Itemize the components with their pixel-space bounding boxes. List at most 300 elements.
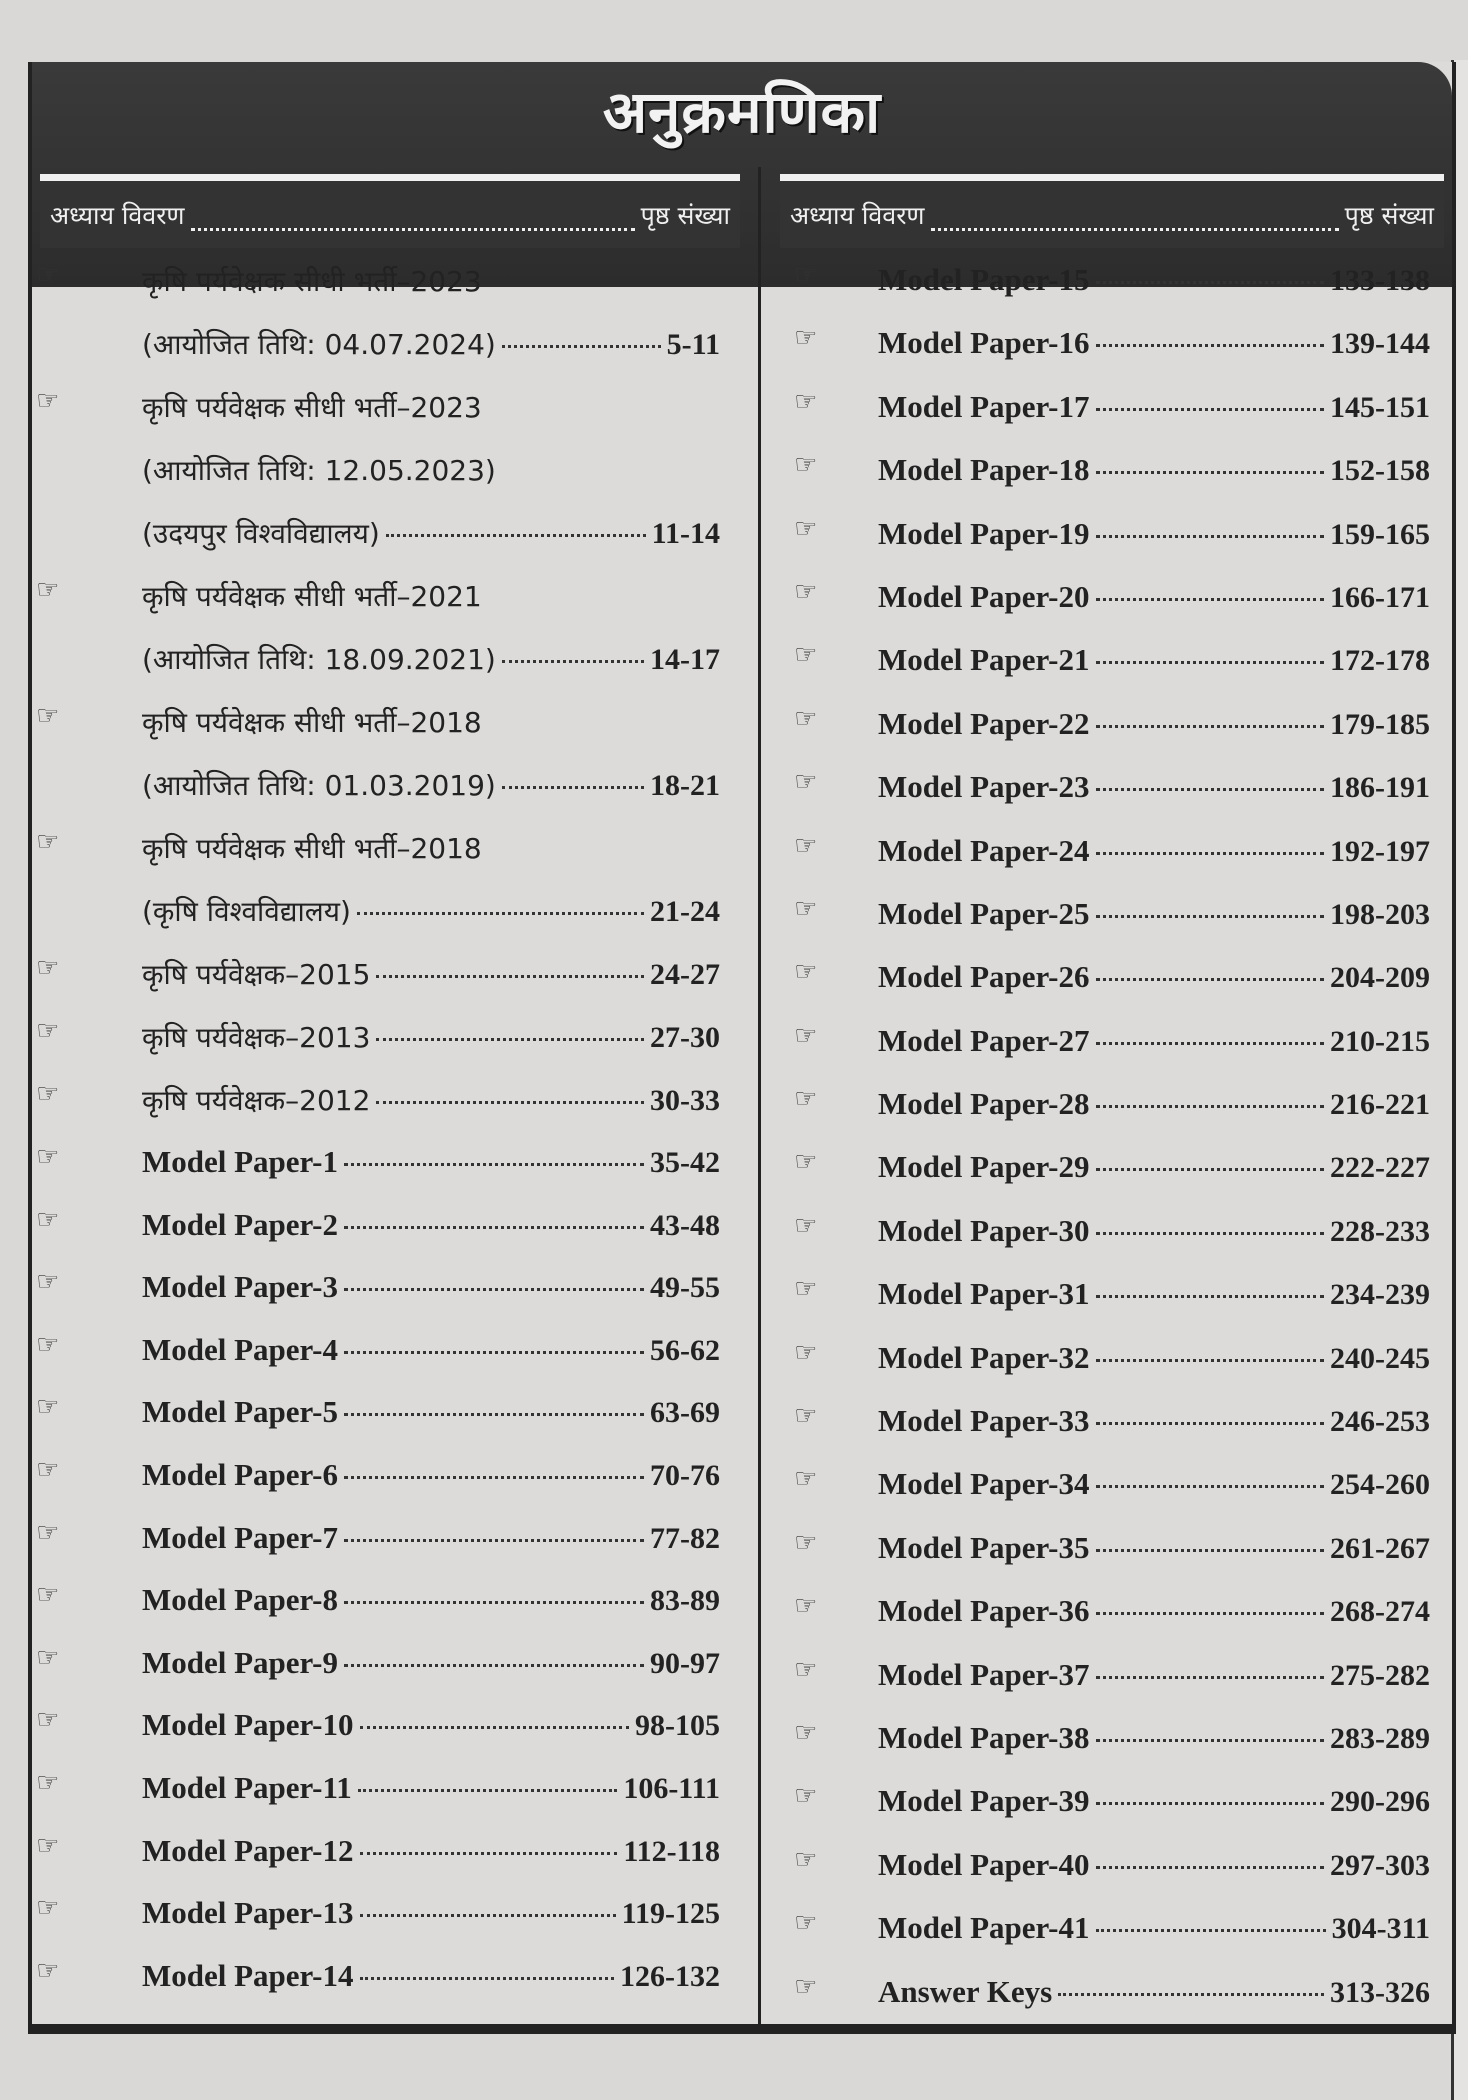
entry-line	[834, 1974, 1442, 2037]
toc-entry[interactable]	[772, 1783, 1442, 1846]
dot-leader	[1096, 1359, 1325, 1362]
toc-entry[interactable]	[772, 830, 1442, 896]
entry-title: कृषि पर्यवेक्षक सीधी भर्ती–2018	[142, 832, 482, 865]
pointing-hand-icon: ☞	[36, 386, 60, 416]
entry-line	[96, 703, 732, 766]
header-leader	[191, 210, 635, 231]
pointing-hand-icon: ☞	[794, 1084, 818, 1115]
dot-leader	[344, 1163, 644, 1166]
dot-leader	[360, 1914, 616, 1917]
toc-entry[interactable]	[772, 1910, 1442, 1973]
dot-leader	[376, 1038, 644, 1041]
toc-entry[interactable]	[32, 262, 732, 388]
toc-entry[interactable]	[772, 1593, 1442, 1656]
entry-title: Model Paper-20	[878, 578, 1090, 614]
entry-line	[96, 514, 732, 577]
dot-leader	[1096, 1105, 1325, 1108]
entry-lines	[834, 1593, 1442, 1656]
page-range: 27-30	[650, 1021, 720, 1054]
entry-title: Model Paper-17	[878, 388, 1090, 424]
entry-title: कृषि पर्यवेक्षक सीधी भर्ती–2023	[142, 265, 482, 298]
toc-entry[interactable]	[32, 829, 732, 955]
toc-entry[interactable]	[772, 959, 1442, 1022]
dot-leader	[1096, 1739, 1325, 1742]
page-range: 133-138	[1330, 264, 1430, 297]
pointing-hand-icon: ☞	[794, 1654, 818, 1685]
toc-entry[interactable]	[772, 386, 1442, 452]
entry-line	[834, 1593, 1442, 1656]
entry-title: (कृषि विश्वविद्यालय)	[142, 895, 351, 928]
entry-lines	[834, 1023, 1442, 1086]
page-range: 145-151	[1330, 390, 1430, 424]
pointing-hand-icon: ☞	[794, 386, 818, 417]
pointing-hand-icon: ☞	[36, 827, 60, 857]
page-range: 21-24	[650, 895, 720, 928]
entry-line	[96, 955, 732, 1018]
dot-leader	[344, 1288, 644, 1291]
page-range: 275-282	[1330, 1658, 1430, 1692]
pointing-hand-icon: ☞	[36, 1204, 60, 1235]
pointing-hand-icon: ☞	[794, 1781, 818, 1812]
toc-entry[interactable]	[32, 1830, 732, 1896]
pointing-hand-icon: ☞	[36, 701, 60, 731]
entry-lines	[96, 955, 732, 1018]
pointing-hand-icon: ☞	[794, 1147, 818, 1178]
dot-leader	[360, 1726, 630, 1729]
dot-leader	[357, 912, 644, 915]
pointing-hand-icon: ☞	[794, 323, 818, 354]
toc-entry[interactable]	[772, 642, 1442, 705]
entry-line	[834, 959, 1442, 1022]
dot-leader	[1096, 788, 1325, 791]
entry-title: (आयोजित तिथि: 12.05.2023)	[142, 454, 496, 487]
page-range: 204-209	[1330, 961, 1430, 995]
toc-entry[interactable]	[772, 1403, 1442, 1466]
page-range: 90-97	[650, 1646, 720, 1680]
toc-entry[interactable]	[772, 893, 1442, 959]
pointing-hand-icon: ☞	[794, 260, 818, 290]
toc-entry[interactable]	[772, 1020, 1442, 1086]
entry-line	[96, 1645, 732, 1708]
entry-title: Model Paper-28	[878, 1086, 1090, 1122]
entry-title: Model Paper-12	[142, 1832, 354, 1868]
pointing-hand-icon: ☞	[36, 1580, 60, 1611]
dot-leader	[1096, 1485, 1325, 1488]
entry-title: Model Paper-32	[878, 1339, 1090, 1375]
entry-title: Model Paper-29	[878, 1149, 1090, 1185]
dot-leader	[344, 1226, 644, 1229]
entry-line	[96, 1081, 732, 1144]
entry-lines	[96, 1394, 732, 1457]
pointing-hand-icon: ☞	[794, 703, 818, 734]
page-range: 198-203	[1330, 897, 1430, 931]
dot-leader	[1096, 1929, 1326, 1932]
entry-lines	[96, 1833, 732, 1896]
entry-line	[834, 1910, 1442, 1973]
entry-lines	[834, 1086, 1442, 1149]
toc-entry[interactable]	[772, 1210, 1442, 1276]
entry-lines	[834, 1910, 1442, 1973]
entry-lines	[834, 959, 1442, 1022]
page-range: 83-89	[650, 1584, 720, 1618]
entry-title: Model Paper-38	[878, 1719, 1090, 1755]
toc-entry[interactable]	[32, 388, 732, 577]
entry-title: Model Paper-8	[142, 1582, 338, 1618]
entry-line	[96, 388, 732, 451]
page-range: 11-14	[651, 517, 720, 550]
entry-lines	[834, 706, 1442, 769]
entry-line	[96, 766, 732, 829]
page-range: 268-274	[1330, 1595, 1430, 1629]
toc-entry[interactable]	[32, 1955, 732, 2021]
pointing-hand-icon: ☞	[794, 893, 818, 924]
entry-line	[834, 769, 1442, 832]
entry-line	[834, 1783, 1442, 1846]
toc-entry[interactable]	[772, 1086, 1442, 1149]
entry-lines	[834, 1720, 1442, 1783]
toc-entry[interactable]	[772, 1466, 1442, 1529]
entry-line	[96, 1144, 732, 1207]
toc-entry[interactable]	[32, 1767, 732, 1833]
toc-entry[interactable]	[32, 1454, 732, 1520]
header-leader	[931, 210, 1339, 231]
pointing-hand-icon: ☞	[36, 1767, 60, 1798]
pointing-hand-icon: ☞	[794, 576, 818, 607]
page-range: 126-132	[620, 1959, 720, 1993]
pointing-hand-icon: ☞	[36, 260, 60, 290]
entry-title: Model Paper-21	[878, 642, 1090, 678]
entry-line	[96, 829, 732, 892]
toc-entry[interactable]	[772, 576, 1442, 642]
page-range: 246-253	[1330, 1405, 1430, 1439]
page-range: 77-82	[650, 1521, 720, 1555]
toc-entry[interactable]	[32, 1394, 732, 1457]
pointing-hand-icon: ☞	[36, 1454, 60, 1485]
toc-entry[interactable]	[32, 1144, 732, 1207]
toc-entry[interactable]	[772, 1844, 1442, 1910]
pointing-hand-icon: ☞	[36, 1329, 60, 1360]
entry-title: Answer Keys	[878, 1973, 1053, 2009]
entry-line	[96, 640, 732, 703]
entry-title: Model Paper-9	[142, 1644, 338, 1680]
entry-line	[834, 1657, 1442, 1720]
toc-entry[interactable]	[32, 1329, 732, 1395]
entry-title: (आयोजित तिथि: 04.07.2024)	[142, 328, 496, 361]
entry-title: Model Paper-35	[878, 1529, 1090, 1565]
page-range: 98-105	[635, 1709, 720, 1743]
entry-title: Model Paper-39	[878, 1783, 1090, 1819]
entry-title: Model Paper-23	[878, 769, 1090, 805]
toc-entry[interactable]	[32, 1707, 732, 1770]
entry-lines	[834, 1847, 1442, 1910]
entry-title: Model Paper-31	[878, 1276, 1090, 1312]
entry-title: Model Paper-3	[142, 1269, 338, 1305]
dot-leader	[344, 1664, 644, 1667]
entry-line	[834, 1023, 1442, 1086]
toc-entry[interactable]	[772, 1654, 1442, 1720]
page-range: 254-260	[1330, 1468, 1430, 1502]
entry-line	[834, 833, 1442, 896]
pointing-hand-icon: ☞	[794, 1274, 818, 1305]
page-range: 210-215	[1330, 1024, 1430, 1058]
page-range: 139-144	[1330, 327, 1430, 361]
entry-lines	[834, 1530, 1442, 1593]
entry-line	[96, 1895, 732, 1958]
dot-leader	[1096, 1295, 1325, 1298]
pointing-hand-icon: ☞	[794, 1908, 818, 1939]
entry-line	[96, 1457, 732, 1520]
pointing-hand-icon: ☞	[36, 1079, 60, 1109]
entry-lines	[834, 325, 1442, 388]
page-range: 261-267	[1330, 1531, 1430, 1565]
entry-title: Model Paper-30	[878, 1212, 1090, 1248]
pointing-hand-icon: ☞	[36, 1517, 60, 1548]
toc-entry[interactable]	[32, 1081, 732, 1144]
entry-title: Model Paper-16	[878, 325, 1090, 361]
toc-entry[interactable]	[32, 1018, 732, 1081]
toc-entry[interactable]	[772, 1337, 1442, 1403]
toc-entry[interactable]	[772, 452, 1442, 515]
pointing-hand-icon: ☞	[36, 1016, 60, 1046]
entry-lines	[96, 1144, 732, 1207]
toc-entry[interactable]	[772, 1971, 1442, 2037]
dot-leader	[1096, 1549, 1325, 1552]
entry-lines	[96, 1081, 732, 1144]
entry-title: Model Paper-5	[142, 1394, 338, 1430]
entry-title: Model Paper-33	[878, 1403, 1090, 1439]
entry-lines	[834, 1213, 1442, 1276]
dot-leader	[1058, 1993, 1324, 1996]
entry-title: Model Paper-4	[142, 1331, 338, 1367]
page-range: 228-233	[1330, 1214, 1430, 1248]
page-range: 119-125	[621, 1897, 720, 1931]
entry-line	[96, 1520, 732, 1583]
page-range: 297-303	[1330, 1848, 1430, 1882]
toc-entry[interactable]	[32, 1642, 732, 1708]
dot-leader	[1096, 1422, 1325, 1425]
toc-entry[interactable]	[772, 262, 1442, 325]
dot-leader	[1096, 281, 1325, 284]
page-range: 192-197	[1330, 834, 1430, 868]
entry-title: कृषि पर्यवेक्षक–2012	[142, 1084, 371, 1117]
page-number-label: पृष्ठ संख्या	[640, 200, 730, 230]
dot-leader	[376, 1101, 644, 1104]
entry-line	[834, 1720, 1442, 1783]
toc-entry[interactable]	[32, 1895, 732, 1958]
toc-entry[interactable]	[772, 1149, 1442, 1212]
toc-entry[interactable]	[32, 703, 732, 829]
entry-lines	[96, 1332, 732, 1395]
entry-title: कृषि पर्यवेक्षक सीधी भर्ती–2023	[142, 391, 482, 424]
dot-leader	[386, 534, 646, 537]
entry-lines	[834, 262, 1442, 325]
dot-leader	[1096, 1866, 1325, 1869]
toc-entry[interactable]	[32, 1269, 732, 1332]
dot-leader	[1096, 1612, 1325, 1615]
entry-lines	[834, 1340, 1442, 1403]
entry-lines	[834, 769, 1442, 832]
entry-lines	[96, 1895, 732, 1958]
dot-leader	[344, 1351, 644, 1354]
entry-lines	[834, 1466, 1442, 1529]
pointing-hand-icon: ☞	[794, 1527, 818, 1558]
entry-title: (उदयपुर विश्वविद्यालय)	[142, 517, 380, 550]
entry-title: Model Paper-6	[142, 1456, 338, 1492]
page-title: अनुक्रमणिका	[602, 78, 882, 146]
pointing-hand-icon: ☞	[794, 1844, 818, 1875]
entry-title: Model Paper-2	[142, 1206, 338, 1242]
entry-lines	[834, 1783, 1442, 1846]
page-range: 14-17	[650, 643, 720, 676]
entry-lines	[834, 642, 1442, 705]
right-column	[772, 260, 1442, 2009]
toc-entry[interactable]	[772, 1527, 1442, 1593]
page-range: 18-21	[650, 769, 720, 802]
entry-line	[834, 642, 1442, 705]
entry-line	[834, 1403, 1442, 1466]
entry-line	[834, 706, 1442, 769]
dot-leader	[502, 786, 644, 789]
entry-line	[96, 1958, 732, 2021]
column-divider	[758, 167, 761, 2024]
page-range: 5-11	[666, 328, 720, 361]
pointing-hand-icon: ☞	[794, 513, 818, 544]
page-number-label: पृष्ठ संख्या	[1344, 200, 1434, 230]
entry-title: Model Paper-37	[878, 1656, 1090, 1692]
page-range: 216-221	[1330, 1088, 1430, 1122]
pointing-hand-icon: ☞	[794, 1020, 818, 1051]
dot-leader	[344, 1413, 644, 1416]
toc-entry[interactable]	[772, 769, 1442, 832]
entry-lines	[96, 1269, 732, 1332]
dot-leader	[1096, 1232, 1325, 1235]
entry-line	[96, 1582, 732, 1645]
entry-title: कृषि पर्यवेक्षक–2015	[142, 958, 371, 991]
pointing-hand-icon: ☞	[36, 1830, 60, 1861]
entry-line	[834, 389, 1442, 452]
entry-line	[834, 1847, 1442, 1910]
entry-line	[834, 896, 1442, 959]
page-range: 152-158	[1330, 454, 1430, 488]
toc-entry[interactable]	[772, 513, 1442, 579]
entry-title: Model Paper-36	[878, 1593, 1090, 1629]
page-range: 106-111	[623, 1771, 720, 1805]
dot-leader	[1096, 1168, 1325, 1171]
toc-entry[interactable]	[772, 1276, 1442, 1339]
entry-line	[96, 1770, 732, 1833]
entry-line	[834, 1276, 1442, 1339]
entry-title: कृषि पर्यवेक्षक सीधी भर्ती–2018	[142, 706, 482, 739]
page-range: 313-326	[1330, 1975, 1430, 2009]
entry-title: Model Paper-41	[878, 1910, 1090, 1946]
entry-lines	[96, 1520, 732, 1583]
pointing-hand-icon: ☞	[794, 450, 818, 481]
entry-lines	[96, 577, 732, 703]
toc-entry[interactable]	[32, 1517, 732, 1583]
dot-leader	[1096, 1802, 1325, 1805]
entry-line	[96, 1332, 732, 1395]
pointing-hand-icon: ☞	[36, 1893, 60, 1924]
dot-leader	[1096, 535, 1325, 538]
dot-leader	[502, 345, 661, 348]
page-range: 240-245	[1330, 1341, 1430, 1375]
entry-lines	[96, 1645, 732, 1708]
pointing-hand-icon: ☞	[36, 1392, 60, 1423]
entry-title: Model Paper-19	[878, 515, 1090, 551]
toc-entry[interactable]	[32, 955, 732, 1018]
entry-line	[96, 1207, 732, 1270]
toc-entry[interactable]	[32, 577, 732, 703]
entry-title: Model Paper-18	[878, 452, 1090, 488]
entry-lines	[96, 1207, 732, 1270]
entry-line	[834, 1466, 1442, 1529]
page-range: 35-42	[650, 1146, 720, 1179]
entry-line	[834, 452, 1442, 515]
right-column-header	[780, 174, 1444, 248]
dot-leader	[1096, 852, 1325, 855]
pointing-hand-icon: ☞	[36, 1142, 60, 1172]
dot-leader	[1096, 408, 1325, 411]
chapter-label: अध्याय विवरण	[50, 200, 185, 230]
pointing-hand-icon: ☞	[36, 1955, 60, 1986]
page-range: 234-239	[1330, 1278, 1430, 1312]
dot-leader	[344, 1601, 644, 1604]
page-range: 70-76	[650, 1458, 720, 1492]
toc-entry[interactable]	[32, 1582, 732, 1645]
entry-line	[834, 516, 1442, 579]
entry-title: Model Paper-34	[878, 1466, 1090, 1502]
toc-entry[interactable]	[32, 1204, 732, 1270]
entry-line	[96, 262, 732, 325]
entry-title: कृषि पर्यवेक्षक सीधी भर्ती–2021	[142, 580, 482, 613]
dot-leader	[358, 1789, 618, 1792]
pointing-hand-icon: ☞	[794, 1464, 818, 1495]
entry-line	[834, 1340, 1442, 1403]
pointing-hand-icon: ☞	[36, 575, 60, 605]
page-range: 63-69	[650, 1396, 720, 1430]
entry-title: Model Paper-14	[142, 1957, 354, 1993]
entry-lines	[96, 1457, 732, 1520]
entry-lines	[96, 829, 732, 955]
entry-line	[96, 1833, 732, 1896]
entry-line	[834, 1213, 1442, 1276]
entry-lines	[96, 1018, 732, 1081]
entry-lines	[834, 1403, 1442, 1466]
pointing-hand-icon: ☞	[794, 957, 818, 988]
dot-leader	[1096, 471, 1325, 474]
dot-leader	[1096, 344, 1325, 347]
toc-entry[interactable]	[772, 325, 1442, 388]
toc-entry[interactable]	[772, 1717, 1442, 1783]
entry-line	[96, 325, 732, 388]
pointing-hand-icon: ☞	[794, 830, 818, 861]
entry-lines	[834, 1974, 1442, 2037]
entry-line	[96, 1018, 732, 1081]
dot-leader	[1096, 661, 1325, 664]
entry-line	[96, 1707, 732, 1770]
page-range: 290-296	[1330, 1785, 1430, 1819]
entry-title: Model Paper-15	[878, 262, 1090, 297]
entry-lines	[96, 262, 732, 388]
toc-entry[interactable]	[772, 703, 1442, 769]
entry-title: (आयोजित तिथि: 18.09.2021)	[142, 643, 496, 676]
entry-line	[96, 451, 732, 514]
entry-title: (आयोजित तिथि: 01.03.2019)	[142, 769, 496, 802]
dot-leader	[360, 1977, 615, 1980]
entry-line	[834, 325, 1442, 388]
entry-lines	[834, 1149, 1442, 1212]
pointing-hand-icon: ☞	[794, 1337, 818, 1368]
